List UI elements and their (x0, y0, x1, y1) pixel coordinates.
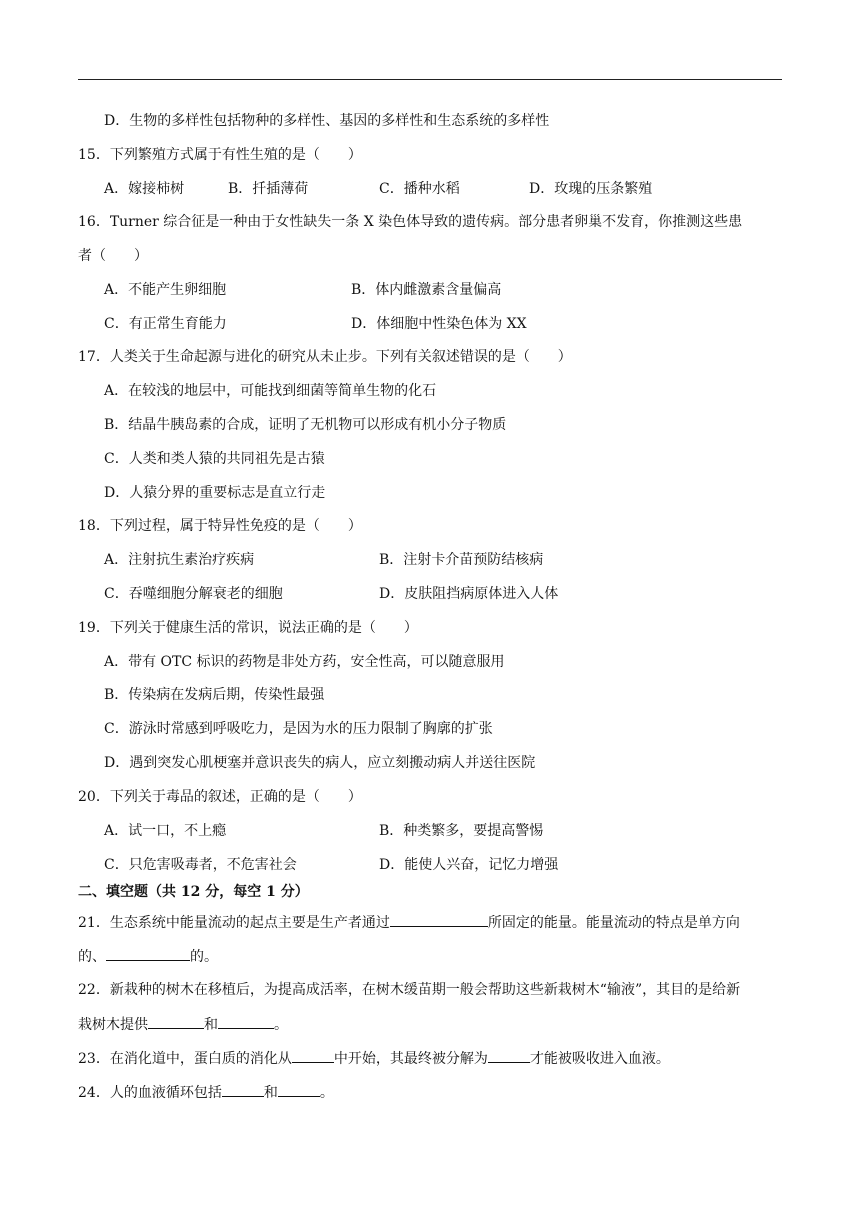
q22-line2 (78, 1014, 288, 1035)
q19-stem: 19．下列关于健康生活的常识，说法正确的是（ ） (78, 620, 418, 636)
q23-text-3: 才能被吸收进入血液。 (529, 1051, 670, 1067)
q15-option-c: C．播种水稻 (379, 181, 460, 197)
q21-line2 (78, 946, 218, 967)
q22-text-2: 和 (204, 1017, 218, 1033)
q16-option-d: D．体细胞中性染色体为 XX (351, 316, 527, 332)
q15-option-a: A．嫁接柿树 (104, 181, 185, 197)
q21-text-2: 所固定的能量。能量流动的特点是单方向 (487, 915, 740, 931)
q19-option-a: A．带有 OTC 标识的药物是非处方药，安全性高，可以随意服用 (104, 654, 505, 670)
q22-text-1: 栽树木提供 (78, 1017, 148, 1033)
q16-option-c: C．有正常生育能力 (104, 316, 227, 332)
q19-option-b: B．传染病在发病后期，传染性最强 (104, 687, 325, 703)
q22-blank-2[interactable] (218, 1014, 274, 1029)
q18-stem: 18．下列过程，属于特异性免疫的是（ ） (78, 518, 362, 534)
q24-text-3: 。 (319, 1085, 334, 1101)
q21-blank-2[interactable] (106, 946, 190, 961)
q20-option-a: A．试一口，不上瘾 (104, 823, 227, 839)
q17-option-a: A．在较浅的地层中，可能找到细菌等简单生物的化石 (104, 383, 437, 399)
q18-option-b: B．注射卡介苗预防结核病 (379, 552, 544, 568)
q15-stem: 15．下列繁殖方式属于有性生殖的是（ ） (78, 147, 362, 163)
q17-stem: 17．人类关于生命起源与进化的研究从未止步。下列有关叙述错误的是（ ） (78, 349, 572, 365)
q16-option-b: B．体内雌激素含量偏高 (351, 282, 502, 298)
q16-option-a: A．不能产生卵细胞 (104, 282, 227, 298)
q23-line (78, 1048, 670, 1069)
header-rule (78, 79, 782, 80)
q22-line1: 22．新栽种的树木在移植后，为提高成活率，在树木缓苗期一般会帮助这些新栽树木“输液”，其目的是给新 (78, 982, 741, 998)
q17-option-b: B．结晶牛胰岛素的合成，证明了无机物可以形成有机小分子物质 (104, 417, 507, 433)
q22-text-3: 。 (274, 1017, 288, 1033)
q22-blank-1[interactable] (148, 1014, 204, 1029)
q20-stem: 20．下列关于毒品的叙述，正确的是（ ） (78, 789, 362, 805)
q17-option-d: D．人猿分界的重要标志是直立行走 (104, 485, 326, 501)
q20-option-c: C．只危害吸毒者，不危害社会 (104, 857, 297, 873)
q24-blank-2[interactable] (278, 1082, 320, 1097)
q18-option-c: C．吞噬细胞分解衰老的细胞 (104, 586, 283, 602)
q18-option-a: A．注射抗生素治疗疾病 (104, 552, 255, 568)
q21-text-1: 21．生态系统中能量流动的起点主要是生产者通过 (78, 915, 390, 931)
q19-option-c: C．游泳时常感到呼吸吃力，是因为水的压力限制了胸廓的扩张 (104, 721, 493, 737)
q17-option-c: C．人类和类人猿的共同祖先是古猿 (104, 451, 325, 467)
q15-option-b: B．扦插薄荷 (228, 181, 309, 197)
q24-text-1: 24．人的血液循环包括 (78, 1085, 222, 1101)
q18-option-d: D．皮肤阻挡病原体进入人体 (379, 586, 559, 602)
q23-blank-2[interactable] (488, 1048, 530, 1063)
q16-stem-line1: 16．Turner 综合征是一种由于女性缺失一条 X 染色体导致的遗传病。部分患者卵巢不发育，你推测这些患 (78, 214, 743, 230)
q14-option-d: D．生物的多样性包括物种的多样性、基因的多样性和生态系统的多样性 (104, 113, 550, 129)
q24-text-2: 和 (263, 1085, 278, 1101)
q23-text-2: 中开始，其最终被分解为 (333, 1051, 488, 1067)
q19-option-d: D．遇到突发心肌梗塞并意识丧失的病人，应立刻搬动病人并送往医院 (104, 755, 536, 771)
q20-option-d: D．能使人兴奋，记忆力增强 (379, 857, 559, 873)
section-heading-fill-in: 二、填空题（共 12 分，每空 1 分） (78, 884, 309, 900)
q23-blank-1[interactable] (292, 1048, 334, 1063)
q20-option-b: B．种类繁多，要提高警惕 (379, 823, 544, 839)
q24-line (78, 1082, 334, 1103)
q15-option-d: D．玫瑰的压条繁殖 (529, 181, 653, 197)
q21-blank-1[interactable] (390, 912, 488, 927)
q21-text-3: 的、 (78, 949, 106, 965)
q23-text-1: 23．在消化道中，蛋白质的消化从 (78, 1051, 292, 1067)
q24-blank-1[interactable] (222, 1082, 264, 1097)
q21-line1 (78, 912, 740, 933)
q16-stem-line2: 者（ ） (78, 248, 148, 264)
q21-text-4: 的。 (190, 949, 218, 965)
